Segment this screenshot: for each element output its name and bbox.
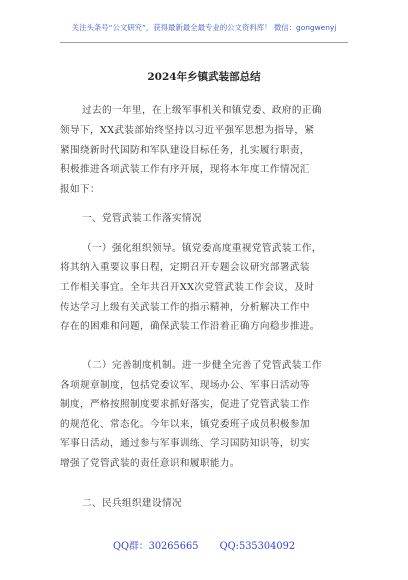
paragraph-line: 过去的一年里，在上级军事机关和镇党委、政府的正确 (82, 105, 322, 116)
paragraph-line: （二）完善制度机制。进一步健全完善了党管武装工作 (82, 360, 322, 371)
paragraph-line: 工作相关事宜。全年共召开XX次党管武装工作会议，及时 (60, 282, 315, 293)
paragraph-line: 增强了党管武装的责任意识和履职能力。 (60, 458, 240, 469)
paragraph-line: 存在的困难和问题，确保武装工作沿着正确方向稳步推进。 (60, 321, 320, 332)
paragraph-line: 积极推进各项武装工作有序开展，现将本年度工作情况汇 (60, 164, 310, 175)
paragraph-line: 领导下，XX武装部始终坚持以习近平强军思想为指导，紧 (60, 125, 315, 136)
paragraph-line: 紧围绕新时代国防和军队建设目标任务，扎实履行职责， (60, 145, 310, 156)
paragraph-line: 各项规章制度，包括党委议军、现场办公、军事日活动等 (60, 380, 310, 391)
paragraph-line: 传达学习上级有关武装工作的指示精神，分析解决工作中 (60, 302, 310, 313)
section-heading: 二、民兵组织建设情况 (82, 498, 182, 509)
paragraph-line: 将其纳入重要议事日程，定期召开专题会议研究部署武装 (60, 262, 310, 273)
qq-number: QQ:535304092 (219, 541, 296, 552)
paragraph-line: 制度，严格按照制度要求抓好落实，促进了党管武装工作 (60, 399, 310, 410)
paragraph-line: 军事日活动，通过参与军事训练、学习国防知识等，切实 (60, 438, 310, 449)
paragraph-line: （一）强化组织领导。镇党委高度重视党管武装工作， (82, 243, 322, 254)
header-divider (60, 42, 348, 43)
qq-group-number: QQ群：30265665 (112, 541, 199, 552)
paragraph-line: 报如下： (60, 184, 100, 195)
footer-contact (0, 538, 408, 552)
paragraph-line: 的规范化、常态化。今年以来，镇党委班子成员积极参加 (60, 419, 310, 430)
header-banner: 关注头条号“公文研究”，获得最新最全最专业的公文资料库！ 微信：gongwenyj (71, 23, 337, 32)
document-title: 2024年乡镇武装部总结 (147, 71, 261, 83)
section-heading: 一、党管武装工作落实情况 (82, 213, 202, 224)
